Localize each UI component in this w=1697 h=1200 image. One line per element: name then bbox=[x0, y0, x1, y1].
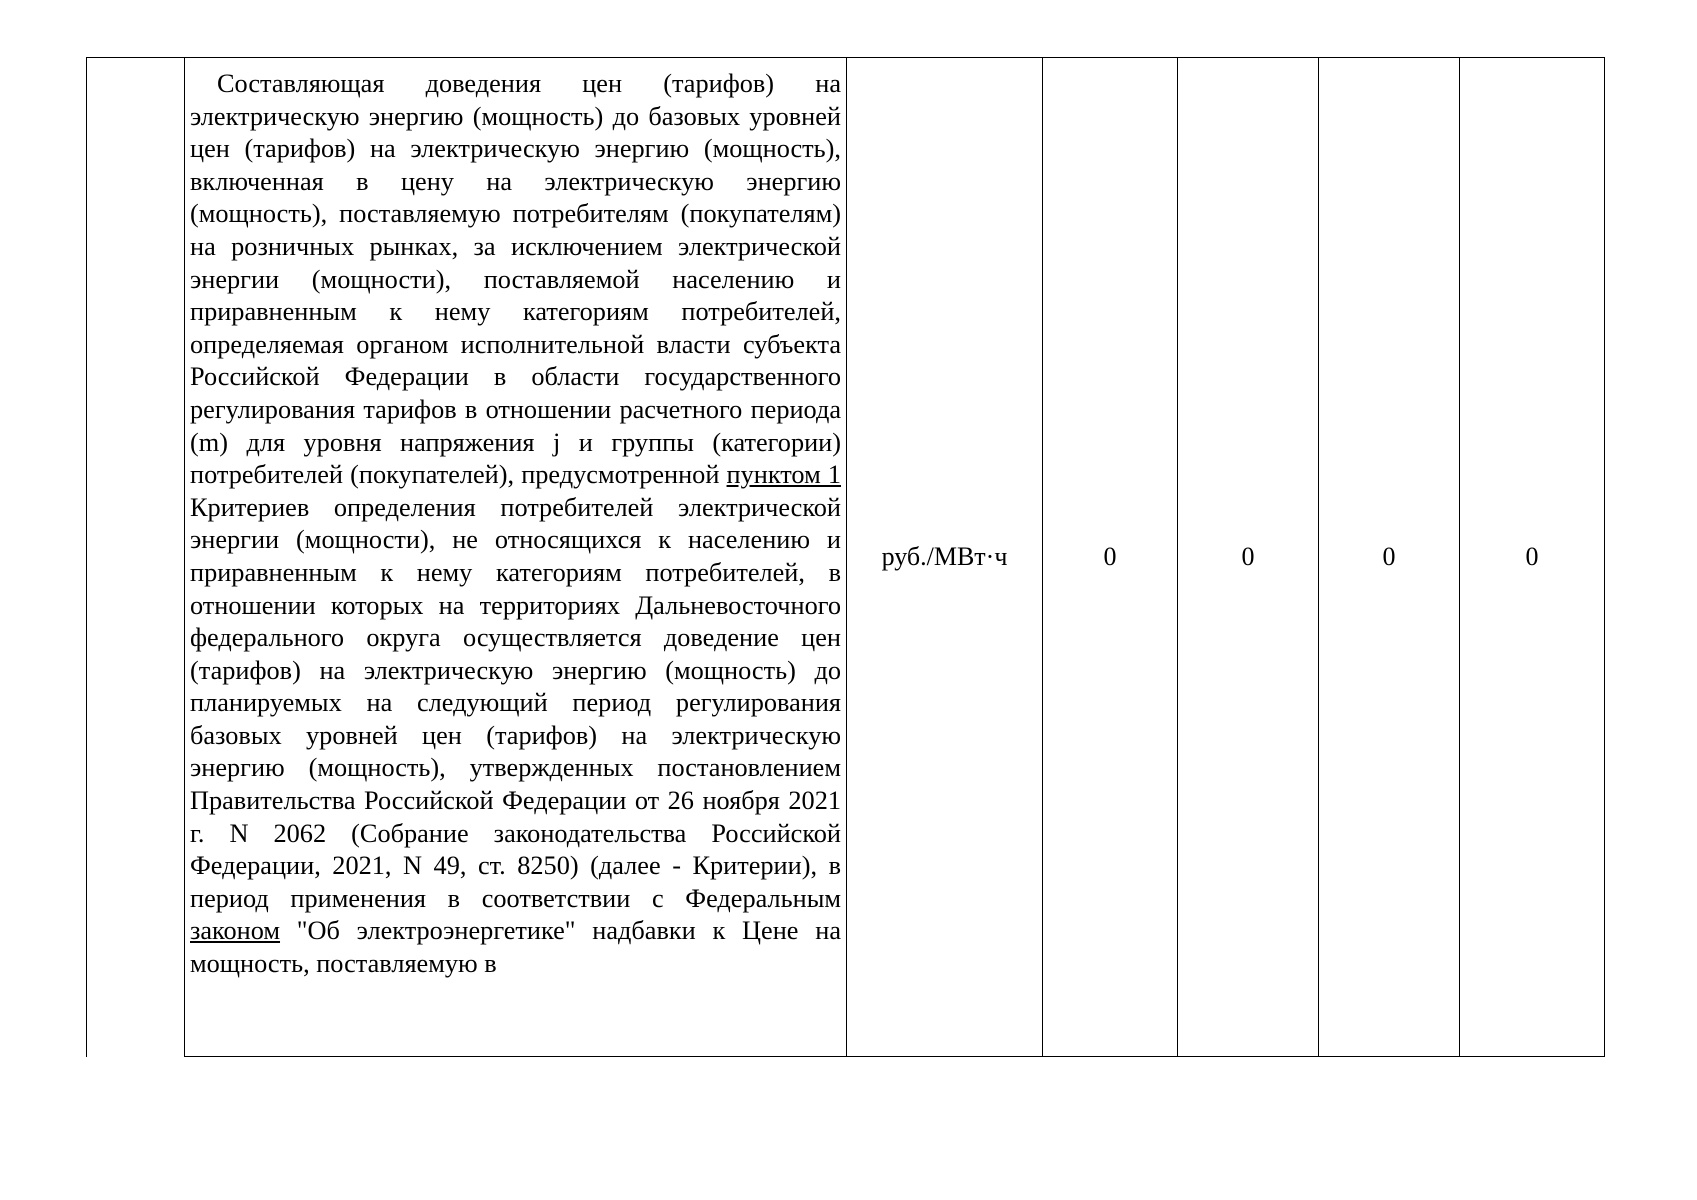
federal-law-link[interactable]: законом bbox=[190, 916, 281, 946]
description-part-3: "Об электроэнергетике" надбавки к Цене на мощность, поставляемую в bbox=[190, 916, 841, 979]
unit-cell: руб./МВт·ч bbox=[847, 58, 1043, 1057]
value-cell-3: 0 bbox=[1319, 58, 1460, 1057]
description-text bbox=[190, 68, 841, 1048]
row-number-cell bbox=[87, 58, 185, 1057]
value-cell-4: 0 bbox=[1460, 58, 1605, 1057]
value-cell-1: 0 bbox=[1043, 58, 1178, 1057]
criteria-item-1-link[interactable]: пунктом 1 bbox=[726, 460, 841, 490]
description-part-1: Составляющая доведения цен (тарифов) на электрическую энергию (мощность) до базовых уровней цен (тарифов) на электрическую энергию (мощность), включенная в цену на электрическую энергию (мощность), поставляемую потребителям (покупателям) на розничных рынках, за исключением электрической энергии (мощности), поставляемой населению и приравненным к нему категориям потребителей, определяемая органом исполнительной власти субъекта Российской Федерации в области государственного регулирования тарифов в отношении расчетного периода (m) для уровня напряжения j и группы (категории) потребителей (покупателей), предусмотренной bbox=[190, 69, 841, 490]
description-part-2: Критериев определения потребителей электрической энергии (мощности), не относящихся к населению и приравненным к нему категориям потребителей, в отношении которых на территориях Дальневосточного федерального округа осуществляется доведение цен (тарифов) на электрическую энергию (мощность) до планируемых на следующий период регулирования базовых уровней цен (тарифов) на электрическую энергию (мощность), утвержденных постановлением Правительства Российской Федерации от 26 ноября 2021 г. N 2062 (Собрание законодательства Российской Федерации, 2021, N 49, ст. 8250) (далее - Критерии), в период применения в соответствии с Федеральным bbox=[190, 492, 841, 913]
description-cell bbox=[185, 58, 847, 1057]
value-cell-2: 0 bbox=[1178, 58, 1319, 1057]
table-row bbox=[87, 58, 1605, 1057]
tariff-table bbox=[86, 57, 1605, 1057]
